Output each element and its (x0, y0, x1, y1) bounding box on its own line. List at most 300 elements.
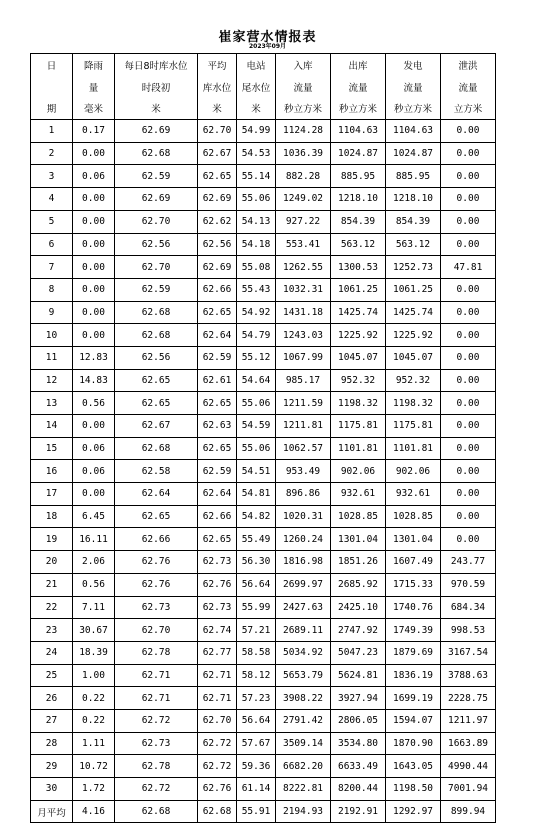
header-cell: 流量 (276, 76, 331, 98)
value-cell: 932.61 (386, 483, 441, 506)
value-cell: 57.67 (237, 732, 276, 755)
table-row (31, 732, 496, 755)
value-cell: 55.12 (237, 346, 276, 369)
value-cell: 56.64 (237, 709, 276, 732)
value-cell: 47.81 (441, 256, 496, 279)
header-cell (31, 76, 73, 98)
table-row (31, 460, 496, 483)
value-cell: 1252.73 (386, 256, 441, 279)
value-cell: 0.22 (73, 687, 115, 710)
value-cell: 62.65 (198, 301, 237, 324)
value-cell: 57.21 (237, 619, 276, 642)
value-cell: 1067.99 (276, 346, 331, 369)
value-cell: 5047.23 (331, 641, 386, 664)
value-cell: 970.59 (441, 573, 496, 596)
table-row (31, 369, 496, 392)
value-cell: 3534.80 (331, 732, 386, 755)
value-cell: 0.00 (441, 346, 496, 369)
value-cell: 55.99 (237, 596, 276, 619)
value-cell: 62.65 (198, 528, 237, 551)
value-cell: 62.76 (115, 573, 198, 596)
table-row (31, 188, 496, 211)
value-cell: 1851.26 (331, 551, 386, 574)
date-cell: 21 (31, 573, 73, 596)
value-cell: 0.00 (73, 301, 115, 324)
value-cell: 62.64 (198, 483, 237, 506)
value-cell: 62.65 (115, 505, 198, 528)
date-cell: 27 (31, 709, 73, 732)
value-cell: 0.00 (73, 233, 115, 256)
header-cell: 秒立方米 (331, 97, 386, 119)
value-cell: 563.12 (331, 233, 386, 256)
date-cell: 13 (31, 392, 73, 415)
value-cell: 62.73 (198, 596, 237, 619)
value-cell: 885.95 (331, 165, 386, 188)
date-cell: 25 (31, 664, 73, 687)
date-cell: 16 (31, 460, 73, 483)
value-cell: 62.67 (115, 415, 198, 438)
value-cell: 885.95 (386, 165, 441, 188)
value-cell: 0.00 (73, 415, 115, 438)
header-cell: 流量 (441, 76, 496, 98)
date-cell: 24 (31, 641, 73, 664)
value-cell: 2192.91 (331, 800, 386, 823)
header-cell: 出库 (331, 54, 386, 76)
value-cell: 62.73 (198, 551, 237, 574)
value-cell: 62.71 (115, 687, 198, 710)
value-cell: 1218.10 (386, 188, 441, 211)
value-cell: 62.58 (115, 460, 198, 483)
value-cell: 1198.50 (386, 778, 441, 801)
value-cell: 899.94 (441, 800, 496, 823)
value-cell: 62.70 (115, 619, 198, 642)
table-row (31, 120, 496, 143)
value-cell: 854.39 (386, 210, 441, 233)
value-cell: 7001.94 (441, 778, 496, 801)
value-cell: 902.06 (331, 460, 386, 483)
value-cell: 1431.18 (276, 301, 331, 324)
value-cell: 0.00 (441, 120, 496, 143)
value-cell: 62.69 (115, 120, 198, 143)
value-cell: 3927.94 (331, 687, 386, 710)
value-cell: 62.76 (198, 778, 237, 801)
value-cell: 62.74 (198, 619, 237, 642)
header-cell: 入库 (276, 54, 331, 76)
value-cell: 6633.49 (331, 755, 386, 778)
value-cell: 1032.31 (276, 278, 331, 301)
date-cell: 28 (31, 732, 73, 755)
value-cell: 56.30 (237, 551, 276, 574)
value-cell: 0.56 (73, 573, 115, 596)
header-row-3 (31, 97, 496, 119)
table-row (31, 573, 496, 596)
header-cell: 发电 (386, 54, 441, 76)
value-cell: 6682.20 (276, 755, 331, 778)
value-cell: 1028.85 (331, 505, 386, 528)
value-cell: 62.70 (115, 210, 198, 233)
value-cell: 62.78 (115, 641, 198, 664)
value-cell: 62.71 (198, 664, 237, 687)
header-cell: 时段初 (115, 76, 198, 98)
value-cell: 1425.74 (386, 301, 441, 324)
value-cell: 62.78 (115, 755, 198, 778)
table-row (31, 233, 496, 256)
value-cell: 1836.19 (386, 664, 441, 687)
value-cell: 0.06 (73, 165, 115, 188)
value-cell: 62.62 (198, 210, 237, 233)
date-cell: 17 (31, 483, 73, 506)
value-cell: 12.83 (73, 346, 115, 369)
value-cell: 1045.07 (386, 346, 441, 369)
value-cell: 1036.39 (276, 142, 331, 165)
value-cell: 62.65 (198, 165, 237, 188)
value-cell: 1218.10 (331, 188, 386, 211)
header-cell: 尾水位 (237, 76, 276, 98)
value-cell: 62.72 (198, 755, 237, 778)
table-row (31, 619, 496, 642)
value-cell: 62.76 (115, 551, 198, 574)
value-cell: 14.83 (73, 369, 115, 392)
value-cell: 0.00 (441, 324, 496, 347)
table-row (31, 210, 496, 233)
date-cell: 26 (31, 687, 73, 710)
value-cell: 0.00 (441, 165, 496, 188)
value-cell: 1870.90 (386, 732, 441, 755)
header-cell: 流量 (331, 76, 386, 98)
header-cell: 毫米 (73, 97, 115, 119)
value-cell: 62.65 (115, 392, 198, 415)
value-cell: 55.14 (237, 165, 276, 188)
header-cell: 期 (31, 97, 73, 119)
value-cell: 1061.25 (331, 278, 386, 301)
value-cell: 0.00 (441, 188, 496, 211)
value-cell: 62.68 (115, 142, 198, 165)
value-cell: 2806.05 (331, 709, 386, 732)
table-row (31, 278, 496, 301)
table-row (31, 324, 496, 347)
value-cell: 0.22 (73, 709, 115, 732)
value-cell: 1124.28 (276, 120, 331, 143)
table-row (31, 415, 496, 438)
header-cell: 量 (73, 76, 115, 98)
value-cell: 62.69 (198, 256, 237, 279)
value-cell: 62.68 (115, 301, 198, 324)
header-cell: 日 (31, 54, 73, 76)
table-row (31, 392, 496, 415)
table-row (31, 346, 496, 369)
value-cell: 1198.32 (386, 392, 441, 415)
date-cell: 29 (31, 755, 73, 778)
value-cell: 1879.69 (386, 641, 441, 664)
date-cell: 5 (31, 210, 73, 233)
value-cell: 3167.54 (441, 641, 496, 664)
value-cell: 1607.49 (386, 551, 441, 574)
value-cell: 927.22 (276, 210, 331, 233)
value-cell: 1225.92 (386, 324, 441, 347)
value-cell: 998.53 (441, 619, 496, 642)
header-cell: 泄洪 (441, 54, 496, 76)
value-cell: 55.06 (237, 437, 276, 460)
value-cell: 1.72 (73, 778, 115, 801)
header-cell: 降雨 (73, 54, 115, 76)
value-cell: 62.59 (198, 346, 237, 369)
value-cell: 0.00 (441, 301, 496, 324)
value-cell: 8222.81 (276, 778, 331, 801)
date-cell: 3 (31, 165, 73, 188)
value-cell: 61.14 (237, 778, 276, 801)
value-cell: 932.61 (331, 483, 386, 506)
value-cell: 62.70 (115, 256, 198, 279)
value-cell: 1175.81 (386, 415, 441, 438)
table-row (31, 505, 496, 528)
value-cell: 58.12 (237, 664, 276, 687)
value-cell: 952.32 (386, 369, 441, 392)
value-cell: 62.56 (198, 233, 237, 256)
value-cell: 684.34 (441, 596, 496, 619)
value-cell: 953.49 (276, 460, 331, 483)
value-cell: 10.72 (73, 755, 115, 778)
value-cell: 1104.63 (331, 120, 386, 143)
header-cell: 库水位 (198, 76, 237, 98)
value-cell: 1101.81 (331, 437, 386, 460)
value-cell: 3788.63 (441, 664, 496, 687)
value-cell: 3509.14 (276, 732, 331, 755)
header-cell: 米 (115, 97, 198, 119)
value-cell: 62.77 (198, 641, 237, 664)
value-cell: 952.32 (331, 369, 386, 392)
value-cell: 62.69 (198, 188, 237, 211)
value-cell: 54.59 (237, 415, 276, 438)
value-cell: 1175.81 (331, 415, 386, 438)
value-cell: 54.82 (237, 505, 276, 528)
value-cell: 2427.63 (276, 596, 331, 619)
value-cell: 62.68 (115, 324, 198, 347)
value-cell: 62.56 (115, 233, 198, 256)
date-cell: 22 (31, 596, 73, 619)
value-cell: 1292.97 (386, 800, 441, 823)
value-cell: 1028.85 (386, 505, 441, 528)
water-report-table (30, 53, 496, 823)
value-cell: 0.00 (441, 437, 496, 460)
value-cell: 2689.11 (276, 619, 331, 642)
value-cell: 0.00 (73, 278, 115, 301)
value-cell: 62.64 (115, 483, 198, 506)
value-cell: 16.11 (73, 528, 115, 551)
value-cell: 62.66 (198, 278, 237, 301)
value-cell: 54.92 (237, 301, 276, 324)
value-cell: 553.41 (276, 233, 331, 256)
value-cell: 54.18 (237, 233, 276, 256)
value-cell: 0.00 (441, 142, 496, 165)
header-cell: 米 (237, 97, 276, 119)
value-cell: 1740.76 (386, 596, 441, 619)
value-cell: 0.00 (441, 528, 496, 551)
value-cell: 62.59 (115, 278, 198, 301)
value-cell: 54.79 (237, 324, 276, 347)
date-cell: 4 (31, 188, 73, 211)
value-cell: 55.43 (237, 278, 276, 301)
value-cell: 62.56 (115, 346, 198, 369)
table-row (31, 709, 496, 732)
value-cell: 1211.59 (276, 392, 331, 415)
value-cell: 62.76 (198, 573, 237, 596)
value-cell: 0.06 (73, 460, 115, 483)
value-cell: 1225.92 (331, 324, 386, 347)
value-cell: 0.00 (441, 233, 496, 256)
value-cell: 1.00 (73, 664, 115, 687)
value-cell: 1243.03 (276, 324, 331, 347)
value-cell: 2699.97 (276, 573, 331, 596)
value-cell: 0.00 (73, 256, 115, 279)
value-cell: 0.00 (73, 324, 115, 347)
value-cell: 2.06 (73, 551, 115, 574)
table-row (31, 596, 496, 619)
value-cell: 0.00 (441, 483, 496, 506)
header-cell: 电站 (237, 54, 276, 76)
value-cell: 58.58 (237, 641, 276, 664)
value-cell: 2425.10 (331, 596, 386, 619)
table-row (31, 687, 496, 710)
value-cell: 1816.98 (276, 551, 331, 574)
value-cell: 62.59 (198, 460, 237, 483)
value-cell: 62.65 (115, 369, 198, 392)
value-cell: 0.00 (441, 505, 496, 528)
value-cell: 0.00 (441, 460, 496, 483)
value-cell: 1301.04 (331, 528, 386, 551)
value-cell: 0.00 (73, 188, 115, 211)
value-cell: 55.06 (237, 392, 276, 415)
header-cell: 每日8时库水位 (115, 54, 198, 76)
value-cell: 1101.81 (386, 437, 441, 460)
value-cell: 896.86 (276, 483, 331, 506)
value-cell: 59.36 (237, 755, 276, 778)
value-cell: 54.81 (237, 483, 276, 506)
value-cell: 1211.97 (441, 709, 496, 732)
table-row (31, 256, 496, 279)
value-cell: 1715.33 (386, 573, 441, 596)
header-cell: 立方米 (441, 97, 496, 119)
value-cell: 62.73 (115, 596, 198, 619)
value-cell: 1.11 (73, 732, 115, 755)
value-cell: 0.00 (73, 142, 115, 165)
date-cell: 2 (31, 142, 73, 165)
value-cell: 1749.39 (386, 619, 441, 642)
value-cell: 2194.93 (276, 800, 331, 823)
date-cell: 14 (31, 415, 73, 438)
value-cell: 0.00 (441, 392, 496, 415)
table-row (31, 528, 496, 551)
value-cell: 4.16 (73, 800, 115, 823)
date-cell: 8 (31, 278, 73, 301)
date-cell: 11 (31, 346, 73, 369)
value-cell: 55.06 (237, 188, 276, 211)
table-row (31, 641, 496, 664)
value-cell: 18.39 (73, 641, 115, 664)
value-cell: 56.64 (237, 573, 276, 596)
value-cell: 7.11 (73, 596, 115, 619)
value-cell: 1262.55 (276, 256, 331, 279)
value-cell: 1425.74 (331, 301, 386, 324)
date-cell: 1 (31, 120, 73, 143)
value-cell: 62.72 (115, 778, 198, 801)
header-cell: 米 (198, 97, 237, 119)
report-date: 2023年09月 (248, 43, 287, 50)
table-row (31, 664, 496, 687)
value-cell: 0.00 (73, 210, 115, 233)
value-cell: 1643.05 (386, 755, 441, 778)
value-cell: 0.00 (441, 278, 496, 301)
value-cell: 62.72 (115, 709, 198, 732)
value-cell: 62.68 (115, 800, 198, 823)
value-cell: 1663.89 (441, 732, 496, 755)
value-cell: 2747.92 (331, 619, 386, 642)
report-title: 崔家营水情报表 (218, 30, 317, 45)
value-cell: 0.17 (73, 120, 115, 143)
value-cell: 3908.22 (276, 687, 331, 710)
average-row (31, 800, 496, 823)
value-cell: 0.06 (73, 437, 115, 460)
value-cell: 54.53 (237, 142, 276, 165)
value-cell: 0.56 (73, 392, 115, 415)
header-cell: 平均 (198, 54, 237, 76)
value-cell: 1300.53 (331, 256, 386, 279)
value-cell: 882.28 (276, 165, 331, 188)
value-cell: 4990.44 (441, 755, 496, 778)
value-cell: 62.66 (198, 505, 237, 528)
header-cell: 秒立方米 (276, 97, 331, 119)
value-cell: 6.45 (73, 505, 115, 528)
table-row (31, 483, 496, 506)
value-cell: 0.00 (73, 483, 115, 506)
table-row (31, 778, 496, 801)
date-cell: 15 (31, 437, 73, 460)
value-cell: 2685.92 (331, 573, 386, 596)
date-cell: 10 (31, 324, 73, 347)
date-cell: 23 (31, 619, 73, 642)
header-cell: 秒立方米 (386, 97, 441, 119)
value-cell: 1045.07 (331, 346, 386, 369)
value-cell: 62.65 (198, 392, 237, 415)
value-cell: 62.70 (198, 120, 237, 143)
value-cell: 30.67 (73, 619, 115, 642)
value-cell: 62.61 (198, 369, 237, 392)
date-cell: 月平均 (31, 800, 73, 823)
value-cell: 2228.75 (441, 687, 496, 710)
value-cell: 1260.24 (276, 528, 331, 551)
value-cell: 243.77 (441, 551, 496, 574)
value-cell: 54.13 (237, 210, 276, 233)
value-cell: 985.17 (276, 369, 331, 392)
table-row (31, 301, 496, 324)
value-cell: 55.91 (237, 800, 276, 823)
value-cell: 62.65 (198, 437, 237, 460)
date-cell: 7 (31, 256, 73, 279)
value-cell: 1198.32 (331, 392, 386, 415)
value-cell: 854.39 (331, 210, 386, 233)
value-cell: 8200.44 (331, 778, 386, 801)
date-cell: 6 (31, 233, 73, 256)
value-cell: 1211.81 (276, 415, 331, 438)
date-cell: 20 (31, 551, 73, 574)
value-cell: 5624.81 (331, 664, 386, 687)
value-cell: 62.59 (115, 165, 198, 188)
value-cell: 0.00 (441, 369, 496, 392)
value-cell: 0.00 (441, 210, 496, 233)
value-cell: 62.71 (115, 664, 198, 687)
value-cell: 1104.63 (386, 120, 441, 143)
date-cell: 9 (31, 301, 73, 324)
value-cell: 1249.02 (276, 188, 331, 211)
